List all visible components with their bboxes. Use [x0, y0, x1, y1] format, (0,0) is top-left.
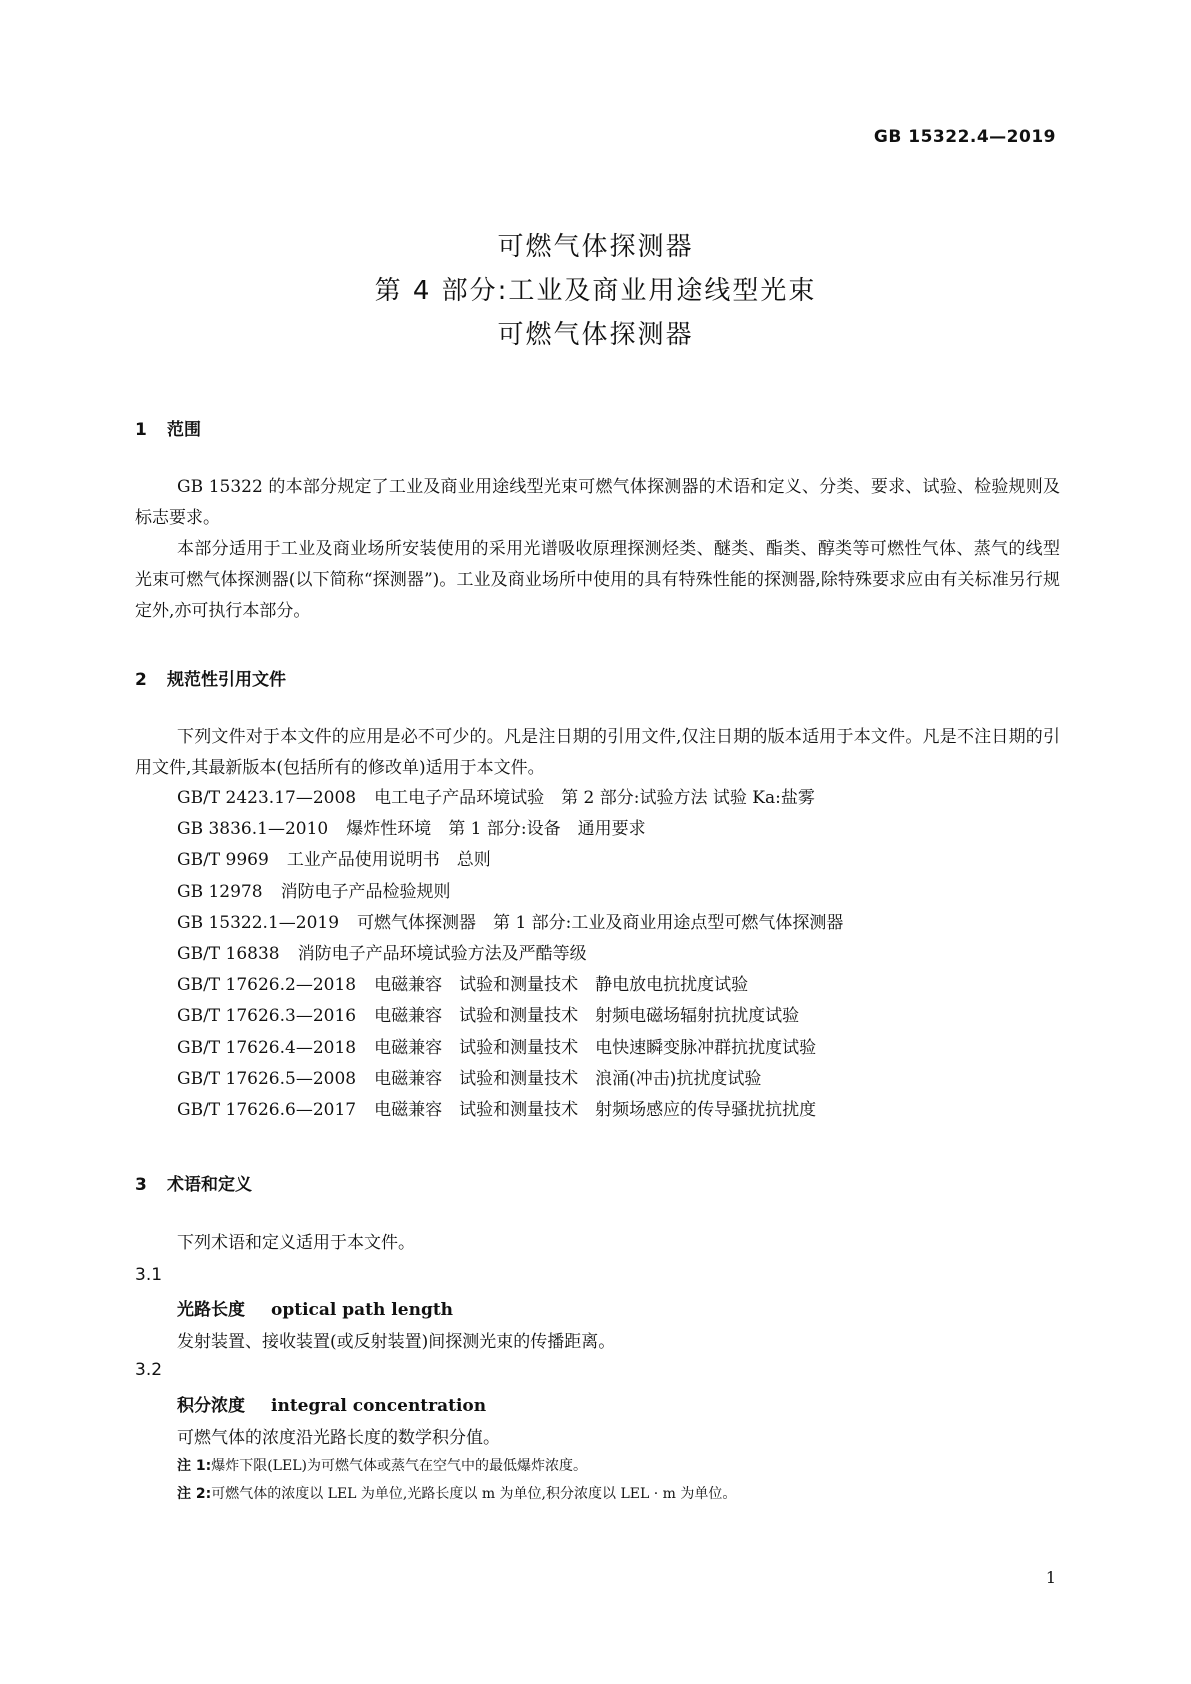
note-text: 爆炸下限(LEL)为可燃气体或蒸气在空气中的最低爆炸浓度。 [211, 1458, 587, 1474]
note-text: 可燃气体的浓度以 LEL 为单位,光路长度以 m 为单位,积分浓度以 LEL · m 为单位。 [211, 1486, 737, 1502]
section-1-number: 1 [135, 420, 147, 440]
reference-title: 电磁兼容 试验和测量技术 电快速瞬变脉冲群抗扰度试验 [374, 1037, 817, 1058]
note-label: 注 2: [177, 1486, 212, 1502]
reference-item [177, 939, 843, 970]
note [177, 1483, 736, 1503]
term-english: optical path length [271, 1300, 454, 1320]
reference-code: GB/T 17626.3—2016 [177, 1006, 357, 1027]
reference-item [177, 908, 843, 939]
reference-item [177, 970, 843, 1001]
note [177, 1455, 587, 1475]
terms-intro: 下列术语和定义适用于本文件。 [177, 1233, 415, 1253]
scope-paragraph-2: 本部分适用于工业及商业场所安装使用的采用光谱吸收原理探测烃类、醚类、酯类、醇类等可燃性气体、蒸气的线型光束可燃气体探测器(以下简称“探测器”)。工业及商业场所中使用的具有特殊性能的探测器,除特殊要求应由有关标准另行规定外,亦可执行本部分。 [135, 539, 1060, 621]
page-number: 1 [1045, 1568, 1056, 1587]
document-title [0, 225, 1191, 357]
section-2-title: 规范性引用文件 [167, 670, 286, 690]
reference-item [177, 1064, 843, 1095]
reference-item [177, 1095, 843, 1126]
reference-code: GB/T 17626.5—2008 [177, 1068, 357, 1089]
section-2-heading [135, 665, 286, 690]
term-definition: 发射装置、接收装置(或反射装置)间探测光束的传播距离。 [177, 1332, 616, 1352]
reference-title: 消防电子产品环境试验方法及严酷等级 [297, 944, 587, 965]
standard-number: GB 15322.4—2019 [873, 127, 1056, 147]
reference-title: 电磁兼容 试验和测量技术 静电放电抗扰度试验 [374, 975, 749, 996]
clause-number: 3.1 [135, 1265, 163, 1285]
section-3-number: 3 [135, 1175, 147, 1195]
clause-number: 3.2 [135, 1360, 163, 1380]
title-line-2: 第 4 部分:工业及商业用途线型光束 [374, 276, 817, 306]
reference-title: 电磁兼容 试验和测量技术 射频电磁场辐射抗扰度试验 [374, 1006, 800, 1027]
reference-title: 电磁兼容 试验和测量技术 浪涌(冲击)抗扰度试验 [374, 1068, 762, 1089]
references-intro: 下列文件对于本文件的应用是必不可少的。凡是注日期的引用文件,仅注日期的版本适用于本文件。凡是不注日期的引用文件,其最新版本(包括所有的修改单)适用于本文件。 [135, 727, 1060, 778]
term-chinese: 光路长度 [177, 1300, 245, 1320]
reference-code: GB 3836.1—2010 [177, 819, 329, 840]
reference-title: 电磁兼容 试验和测量技术 射频场感应的传导骚扰抗扰度 [374, 1100, 817, 1121]
reference-list [177, 783, 843, 1126]
term-entry [177, 1391, 486, 1416]
section-3-heading [135, 1170, 252, 1195]
reference-code: GB/T 9969 [177, 850, 269, 871]
reference-title: 消防电子产品检验规则 [280, 881, 451, 902]
reference-code: GB 12978 [177, 881, 263, 902]
term-english: integral concentration [271, 1396, 487, 1416]
title-line-1: 可燃气体探测器 [497, 232, 694, 262]
reference-code: GB/T 16838 [177, 944, 280, 965]
term-definition: 可燃气体的浓度沿光路长度的数学积分值。 [177, 1428, 500, 1448]
reference-code: GB/T 17626.4—2018 [177, 1037, 357, 1058]
reference-title: 爆炸性环境 第 1 部分:设备 通用要求 [346, 819, 646, 840]
reference-item [177, 1033, 843, 1064]
title-line-3: 可燃气体探测器 [497, 320, 694, 350]
reference-item [177, 814, 843, 845]
section-1-title: 范围 [167, 420, 201, 440]
section-1-heading [135, 415, 201, 440]
reference-item [177, 1001, 843, 1032]
scope-paragraph-1: GB 15322 的本部分规定了工业及商业用途线型光束可燃气体探测器的术语和定义、分类、要求、试验、检验规则及标志要求。 [135, 477, 1060, 528]
reference-code: GB/T 17626.6—2017 [177, 1100, 357, 1121]
section-2-number: 2 [135, 670, 147, 690]
reference-title: 工业产品使用说明书 总则 [286, 850, 491, 871]
reference-code: GB/T 17626.2—2018 [177, 975, 357, 996]
reference-code: GB 15322.1—2019 [177, 912, 340, 933]
reference-title: 可燃气体探测器 第 1 部分:工业及商业用途点型可燃气体探测器 [357, 912, 844, 933]
reference-item [177, 783, 843, 814]
term-chinese: 积分浓度 [177, 1396, 245, 1416]
reference-code: GB/T 2423.17—2008 [177, 788, 357, 808]
reference-title: 电工电子产品环境试验 第 2 部分:试验方法 试验 Ka:盐雾 [374, 788, 815, 808]
reference-item [177, 877, 843, 908]
section-3-title: 术语和定义 [167, 1175, 252, 1195]
reference-item [177, 845, 843, 876]
note-label: 注 1: [177, 1458, 212, 1474]
term-entry [177, 1295, 453, 1320]
